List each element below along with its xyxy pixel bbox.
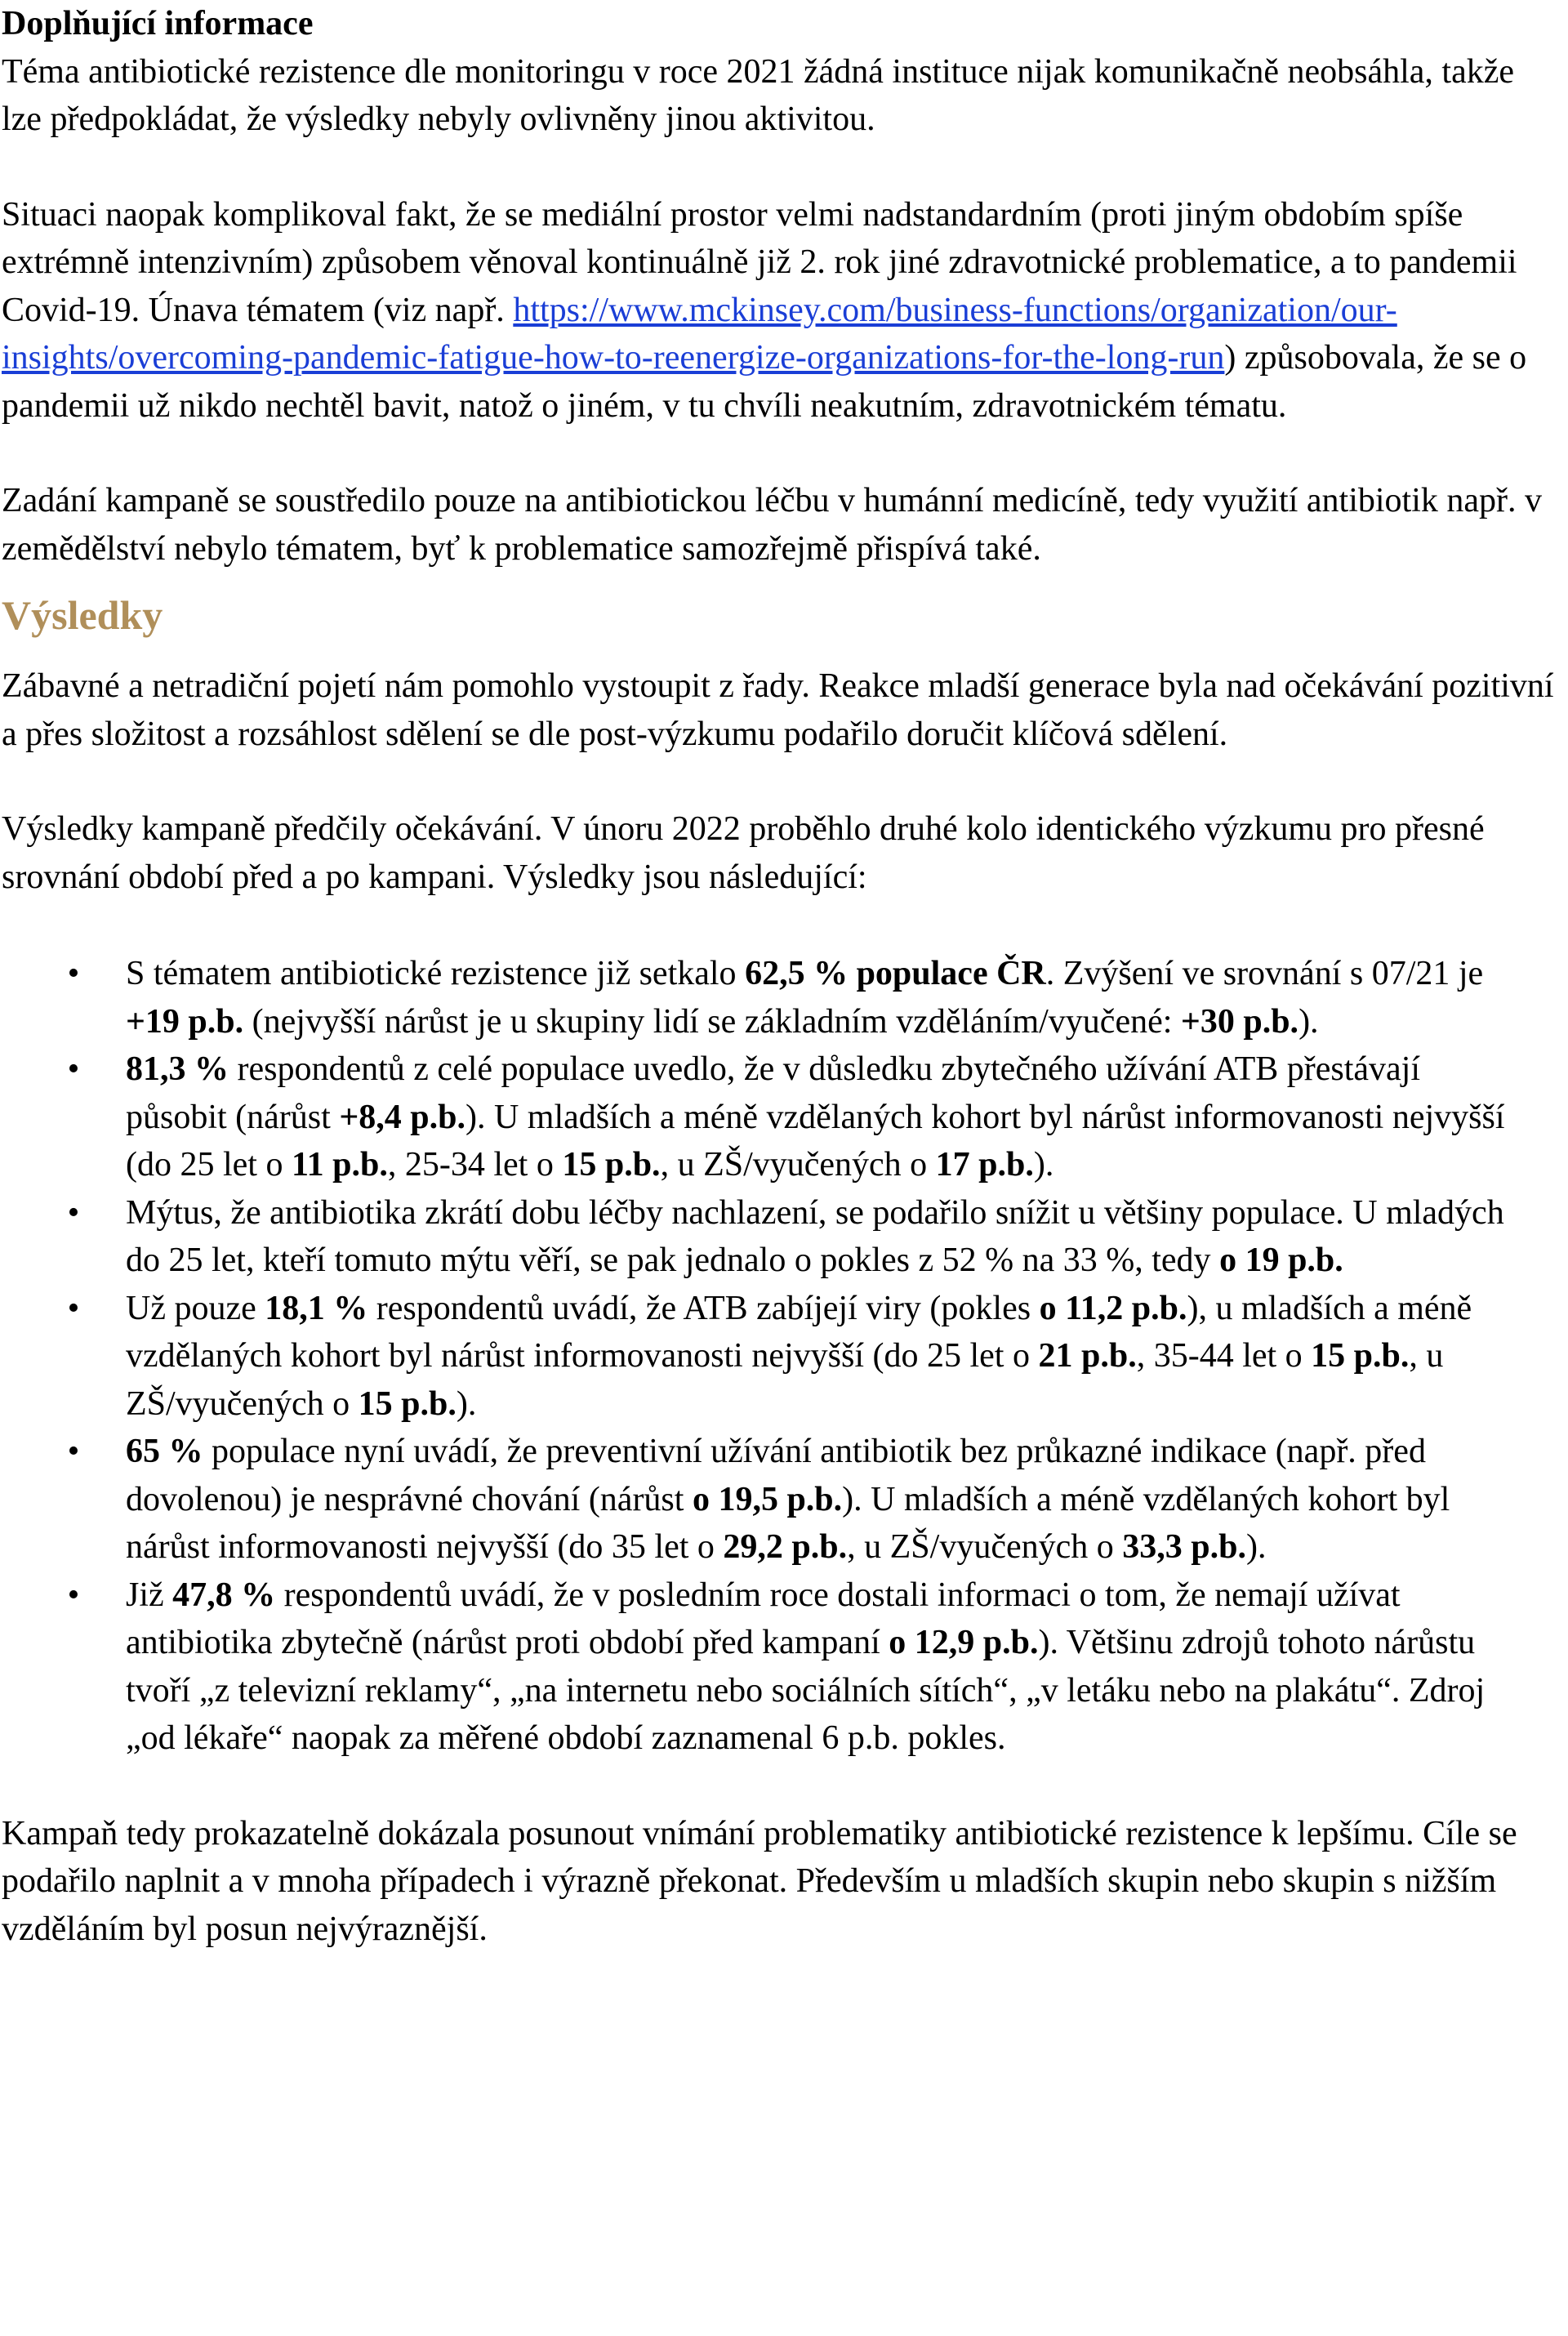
bullet-text: ). (1298, 1002, 1319, 1041)
result-bullet-item (2, 1189, 1561, 1285)
bullet-text: Už pouze (126, 1289, 265, 1327)
paragraph-pandemic-text-start: Situaci naopak komplikoval fakt, že se mediální prostor velmi nadstandardním (proti jiným obdobím spíše extrémně intenzivním) způsobem věnoval kontinuálně již 2. rok jiné zdravotnické problematice, a to pandemii Covid-19. Únava tématem (viz např. (2, 195, 1517, 329)
bullet-highlight-text: 11 p.b. (291, 1146, 388, 1184)
paragraph-spacer (2, 144, 1561, 191)
bullet-highlight-text: 15 p.b. (358, 1384, 457, 1423)
bullet-highlight-text: 15 p.b. (562, 1146, 661, 1184)
bullet-dot-icon: • (67, 1576, 80, 1614)
bullet-text: respondentů z celé populace uvedlo, že v důsledku zbytečného užívání ATB přestávají působit (nárůst (126, 1050, 1421, 1136)
bullet-highlight-text: 65 % (126, 1433, 203, 1470)
bullet-text: ). U mladších a méně vzdělaných kohort byl nárůst informovanosti nejvyšší (do 25 let o (126, 1098, 1505, 1184)
bullet-dot-icon: • (67, 1433, 80, 1470)
result-bullet-item (2, 1045, 1561, 1189)
paragraph-campaign-scope: Zadání kampaně se soustředilo pouze na antibiotickou léčbu v humánní medicíně, tedy využití antibiotik např. v zemědělství nebylo tématem, byť k problematice samozřejmě přispívá také. (2, 482, 1543, 568)
bullet-dot-icon: • (67, 955, 80, 992)
paragraph-results-intro: Zábavné a netradiční pojetí nám pomohlo vystoupit z řady. Reakce mladší generace byla nad očekávání pozitivní a přes složitost a rozsáhlost sdělení se dle post-výzkumu podařilo doručit klíčová sdělení. (2, 667, 1554, 753)
bullet-highlight-text: 17 p.b. (935, 1146, 1034, 1184)
paragraph-pandemic-text-end: ) způsobovala, že se o pandemii už nikdo nechtěl bavit, natož o jiném, v tu chvíli neakutním, zdravotnickém tématu. (2, 339, 1527, 425)
bullet-highlight-text: o 19,5 p.b. (692, 1480, 843, 1518)
bullet-text: (nejvyšší nárůst je u skupiny lidí se základním vzděláním/vyučené: (243, 1002, 1181, 1041)
section-title-results: Výsledky (2, 592, 163, 638)
paragraph-spacer (2, 1763, 1561, 1810)
list-spacer (2, 901, 1561, 950)
bullet-text: populace nyní uvádí, že preventivní užívání antibiotik bez průkazné indikace (např. před dovolenou) je nesprávné chování (nárůst (126, 1433, 1426, 1518)
bullet-text: , u ZŠ/vyučených o (660, 1146, 936, 1184)
bullet-highlight-text: +30 p.b. (1180, 1002, 1299, 1041)
result-bullet-item (2, 1285, 1561, 1429)
bullet-text: ). Většinu zdrojů tohoto nárůstu tvoří „z televizní reklamy“, „na internetu nebo sociálních sítích“, „v letáku nebo na plakátu“. Zdroj „od lékaře“ naopak za měřené období zaznamenal 6 p.b. pokles. (126, 1624, 1486, 1757)
bullet-highlight-text: o 12,9 p.b. (889, 1624, 1039, 1661)
result-bullet-item (2, 950, 1561, 1045)
bullet-highlight-text: 21 p.b. (1038, 1337, 1137, 1375)
bullet-highlight-text: o 19 p.b. (1219, 1242, 1343, 1279)
bullet-dot-icon: • (67, 1289, 80, 1327)
bullet-highlight-text: +8,4 p.b. (339, 1098, 466, 1136)
bullet-highlight-text: 81,3 % (126, 1050, 229, 1088)
bullet-dot-icon: • (67, 1193, 80, 1232)
section-heading-additional-info: Doplňující informace (2, 5, 314, 42)
bullet-highlight-text: 18,1 % (265, 1289, 368, 1327)
bullet-text: respondentů uvádí, že v posledním roce dostali informaci o tom, že nemají užívat antibiotika zbytečně (nárůst proti období před kampaní (126, 1576, 1401, 1661)
bullet-text: ), u mladších a méně vzdělaných kohort byl nárůst informovanosti nejvyšší (do 25 let o (126, 1289, 1472, 1375)
paragraph-conclusion: Kampaň tedy prokazatelně dokázala posunout vnímání problematiky antibiotické rezistence k lepšímu. Cíle se podařilo naplnit a v mnoha případech i výrazně překonat. Především u mladších skupin nebo skupin s nižším vzděláním byl posun nejvýraznější. (2, 1814, 1517, 1948)
results-bullet-list (2, 950, 1561, 1763)
bullet-highlight-text: 15 p.b. (1311, 1337, 1410, 1375)
bullet-text: Mýtus, že antibiotika zkrátí dobu léčby nachlazení, se podařilo snížit u většiny populace. U mladých do 25 let, kteří tomuto mýtu věří, se pak jednalo o pokles z 52 % na 33 %, tedy (126, 1193, 1504, 1279)
result-bullet-item (2, 1571, 1561, 1763)
bullet-text: . Zvýšení ve srovnání s 07/21 je (1045, 955, 1484, 992)
bullet-text: , u ZŠ/vyučených o (847, 1528, 1123, 1566)
result-bullet-item (2, 1428, 1561, 1571)
paragraph-results-summary: Výsledky kampaně předčily očekávání. V únoru 2022 proběhlo druhé kolo identického výzkumu pro přesné srovnání období před a po kampani. Výsledky jsou následující: (2, 810, 1485, 896)
bullet-text: , 35-44 let o (1136, 1337, 1312, 1375)
bullet-highlight-text: o 11,2 p.b. (1039, 1289, 1187, 1327)
bullet-text: ). (456, 1384, 477, 1423)
paragraph-pandemic-context (2, 191, 1561, 430)
bullet-highlight-text: 33,3 p.b. (1122, 1528, 1246, 1566)
bullet-text: S tématem antibiotické rezistence již setkalo (126, 955, 746, 992)
bullet-text: , 25-34 let o (387, 1146, 563, 1184)
mckinsey-link[interactable]: https://www.mckinsey.com/business-functions/organization/our-insights/overcoming-pandemic-fatigue-how-to-reenergize-organizations-for-the-long-run (2, 291, 1397, 377)
bullet-text: ). (1245, 1528, 1267, 1566)
bullet-text: respondentů uvádí, že ATB zabíjejí viry (pokles (368, 1289, 1040, 1327)
bullet-text: ). (1033, 1146, 1054, 1184)
paragraph-spacer (2, 430, 1561, 477)
bullet-text: , u ZŠ/vyučených o (126, 1337, 1444, 1423)
bullet-highlight-text: 47,8 % (172, 1576, 276, 1614)
bullet-text: Již (126, 1576, 173, 1614)
bullet-highlight-text: 29,2 p.b. (723, 1528, 848, 1566)
bullet-highlight-text: 62,5 % populace ČR (745, 955, 1046, 992)
paragraph-spacer (2, 758, 1561, 805)
bullet-dot-icon: • (67, 1050, 80, 1088)
paragraph-monitoring: Téma antibiotické rezistence dle monitoringu v roce 2021 žádná instituce nijak komunikačně neobsáhla, takže lze předpokládat, že výsledky nebyly ovlivněny jinou aktivitou. (2, 52, 1514, 138)
bullet-highlight-text: +19 p.b. (126, 1002, 244, 1041)
bullet-text: ). U mladších a méně vzdělaných kohort byl nárůst informovanosti nejvyšší (do 35 let o (126, 1480, 1450, 1566)
